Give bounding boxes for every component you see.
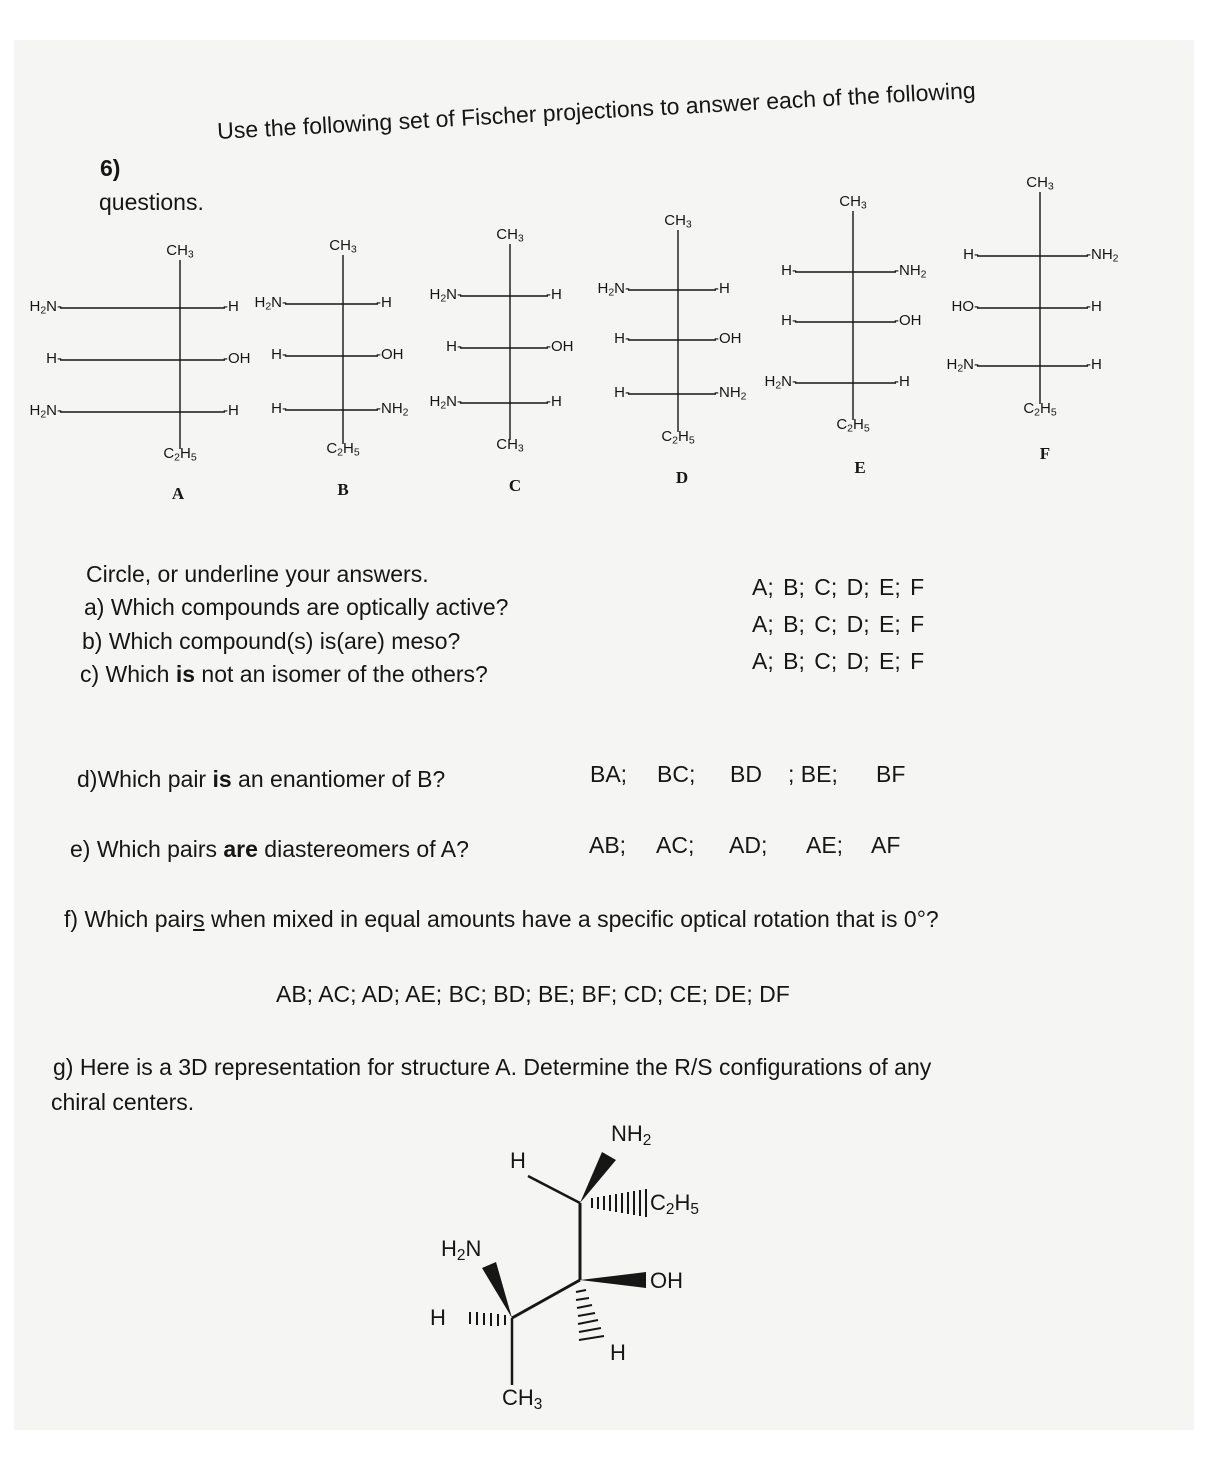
fischer-e-right-1: $-NH_2$ xyxy=(894,262,927,281)
choice-d-bf[interactable]: BF xyxy=(876,761,906,787)
fischer-c-bottom-group: $CH_3$ xyxy=(496,436,524,455)
answer-choices-a[interactable]: A; B; C; D; E; F xyxy=(752,574,925,600)
answer-choices-b[interactable]: A; B; C; D; E; F xyxy=(752,611,925,637)
h-bottom-label: H xyxy=(610,1340,626,1365)
fischer-f-bottom-group: $C_2H_5$ xyxy=(1023,400,1057,419)
fischer-a-bottom-group: $C_2H_5$ xyxy=(163,445,197,464)
oh-label: OH xyxy=(650,1268,683,1293)
h2n-label: $H_2N$ xyxy=(441,1236,482,1264)
question-g-continued: chiral centers. xyxy=(51,1089,195,1115)
fischer-c-right-1: -H xyxy=(546,286,562,303)
fischer-f-top-group: $CH_3$ xyxy=(1026,174,1054,193)
fischer-f-left-1: H- xyxy=(963,246,979,263)
fischer-e-bottom-group: $C_2H_5$ xyxy=(836,416,870,435)
fischer-d-top-group: $CH_3$ xyxy=(664,212,692,231)
h-top-label: H xyxy=(510,1148,526,1173)
fischer-c-top-group: $CH_3$ xyxy=(496,226,524,245)
choice-d-bc[interactable]: BC; xyxy=(657,761,696,787)
question-d xyxy=(77,766,445,793)
question-c-emph: is xyxy=(175,661,196,687)
fischer-a-label: A xyxy=(171,484,185,503)
fischer-b-left-3: H- xyxy=(271,400,287,417)
question-c-text-end: not an isomer of the others? xyxy=(195,661,488,687)
fischer-a-top-group: $CH_3$ xyxy=(166,242,194,261)
question-d-text: d)Which pair xyxy=(77,766,213,792)
fischer-b-label: B xyxy=(337,480,349,499)
fischer-d-bottom-group: $C_2H_5$ xyxy=(661,428,695,447)
question-e xyxy=(70,836,469,863)
question-f-text: f) Which pair xyxy=(64,906,194,932)
question-number: 6) xyxy=(100,155,121,181)
question-a: a) Which compounds are optically active? xyxy=(84,594,509,620)
fischer-c-label: C xyxy=(508,476,522,495)
question-c xyxy=(80,661,488,688)
choice-e-ad[interactable]: AD; xyxy=(729,832,768,858)
ch3-label: $CH_3$ xyxy=(502,1385,543,1413)
question-e-text: e) Which pairs xyxy=(70,836,224,862)
fischer-a-left-1: $H_2N-$ xyxy=(29,298,62,317)
fischer-d-left-2: H- xyxy=(614,330,630,347)
fischer-c-left-2: H- xyxy=(446,338,462,355)
fischer-f-left-3: $H_2N-$ xyxy=(946,356,979,375)
question-d-emph: is xyxy=(212,766,232,792)
question-c-text: c) Which xyxy=(80,661,176,687)
fischer-c-left-3: $H_2N-$ xyxy=(429,393,462,412)
fischer-e-right-3: -H xyxy=(894,373,910,390)
fischer-c-left-1: $H_2N-$ xyxy=(429,286,462,305)
fischer-a-right-1: -H xyxy=(223,298,239,315)
fischer-f-left-2: HO- xyxy=(951,298,979,315)
fischer-b-right-3: $-NH_2$ xyxy=(376,400,409,419)
fischer-b-right-1: -H xyxy=(376,294,392,311)
fischer-c-right-3: -H xyxy=(546,393,562,410)
instructions: Circle, or underline your answers. xyxy=(86,561,429,587)
fischer-e-left-2: H- xyxy=(781,312,797,329)
fischer-e-top-group: $CH_3$ xyxy=(839,193,867,212)
fischer-b-bottom-group: $C_2H_5$ xyxy=(326,440,360,459)
c2h5-label: $C_2H_5$ xyxy=(650,1190,699,1218)
question-f-underline: s xyxy=(193,906,205,932)
choice-e-ab[interactable]: AB; xyxy=(589,832,627,858)
choice-e-ae[interactable]: AE; xyxy=(806,832,844,858)
fischer-f-right-2: -H xyxy=(1086,298,1102,315)
fischer-d-left-3: H- xyxy=(614,384,630,401)
h-left-label: H xyxy=(430,1305,446,1330)
fischer-b-left-1: $H_2N-$ xyxy=(254,294,287,313)
fischer-c-right-2: -OH xyxy=(546,338,574,355)
question-heading-continued: questions. xyxy=(99,189,204,215)
question-g: g) Here is a 3D representation for structure A. Determine the R/S configurations of any xyxy=(53,1054,932,1080)
fischer-d-left-1: $H_2N-$ xyxy=(597,280,630,299)
fischer-b-left-2: H- xyxy=(271,346,287,363)
question-heading: Use the following set of Fischer projections to answer each of the following xyxy=(216,76,977,145)
fischer-d-right-1: -H xyxy=(714,280,730,297)
question-e-text-end: diastereomers of A? xyxy=(257,836,469,862)
fischer-a-left-3: $H_2N-$ xyxy=(29,402,62,421)
choice-d-ba[interactable]: BA; xyxy=(590,761,628,787)
answer-choices-c[interactable]: A; B; C; D; E; F xyxy=(752,648,925,674)
fischer-f-right-1: $-NH_2$ xyxy=(1086,246,1119,265)
nh2-label: $NH_2$ xyxy=(611,1121,652,1149)
fischer-a-left-2: H- xyxy=(46,350,62,367)
fischer-b-right-2: -OH xyxy=(376,346,404,363)
fischer-d-label: D xyxy=(675,468,689,487)
fischer-a-right-3: -H xyxy=(223,402,239,419)
fischer-e-label: E xyxy=(854,458,866,477)
fischer-f-label: F xyxy=(1039,444,1051,463)
fischer-f-right-3: -H xyxy=(1086,356,1102,373)
choice-e-ac[interactable]: AC; xyxy=(656,832,695,858)
fischer-e-left-1: H- xyxy=(781,262,797,279)
fischer-e-right-2: -OH xyxy=(894,312,922,329)
fischer-b-top-group: $CH_3$ xyxy=(329,237,357,256)
fischer-d-right-2: -OH xyxy=(714,330,742,347)
question-f xyxy=(64,906,939,933)
fischer-d-right-3: $-NH_2$ xyxy=(714,384,747,403)
question-f-text-end: when mixed in equal amounts have a specific optical rotation that is 0°? xyxy=(204,906,939,932)
question-b: b) Which compound(s) is(are) meso? xyxy=(82,628,461,654)
choice-d-bd[interactable]: BD xyxy=(730,761,762,787)
question-e-emph: are xyxy=(223,836,258,862)
answer-choices-f[interactable]: AB; AC; AD; AE; BC; BD; BE; BF; CD; CE; DE; DF xyxy=(276,981,790,1007)
choice-d-be[interactable]: ; BE; xyxy=(788,761,838,787)
fischer-a-right-2: -OH xyxy=(223,350,251,367)
fischer-e-left-3: $H_2N-$ xyxy=(764,373,797,392)
question-d-text-end: an enantiomer of B? xyxy=(231,766,446,792)
choice-e-af[interactable]: AF xyxy=(871,832,901,858)
